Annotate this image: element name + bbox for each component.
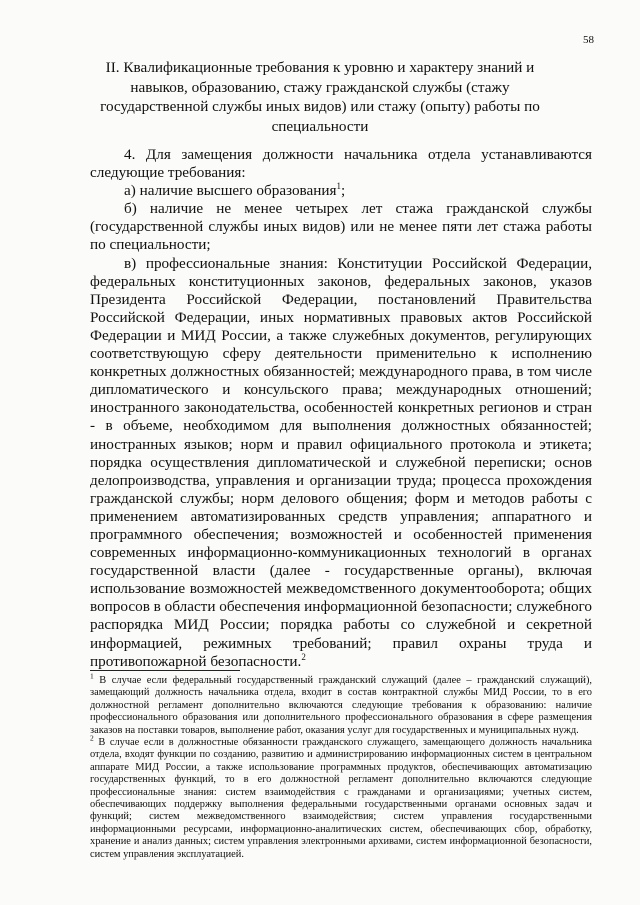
footnote-mark-2: 2 (90, 733, 94, 743)
education-text: а) наличие высшего образования (124, 182, 337, 200)
footnote-divider (90, 670, 240, 671)
document-body (90, 146, 592, 671)
footnote-mark-1: 1 (90, 671, 94, 681)
footnotes (90, 671, 592, 861)
footnote-2 (90, 733, 592, 861)
paragraph-education (90, 182, 592, 200)
footnote-1 (90, 671, 592, 737)
paragraph-intro: 4. Для замещения должности начальника отдела устанавливаются следующие требования: (90, 146, 592, 182)
paragraph-experience: б) наличие не менее четырех лет стажа гражданской службы (государственной службы иных видов) или не менее пяти лет стажа работы по специальности; (90, 200, 592, 254)
footnote-1-text: В случае если федеральный государственный гражданский служащий (далее – гражданский служащий), замещающий должность начальника отдела, входит в состав контрактной службы МИД России, то в его должностной регламент дополнительно включаются следующие требования к образованию: наличие профессионального образования или дополнительного профессионального образования в сфере размещения заказов на поставки товаров, выполнение работ, оказания услуг для государственных и муниципальных нужд. (90, 675, 592, 736)
knowledge-text: в) профессиональные знания: Конституции Российской Федерации, федеральных конституционных законов, федеральных законов, указов Президента Российской Федерации, постановлений Правительства Российской Федерации, иных нормативных правовых актов Российской Федерации и МИД России, а также служебных документов, регулирующих соответствующую сферу деятельности применительно к исполнению конкретных должностных обязанностей; международного права, в том числе дипломатического и консульского права; международных отношений; иностранного законодательства, особенностей конкретных регионов и стран - в объеме, необходимом для выполнения должностных обязанностей; иностранных языков; норм и правил официального протокола и этикета; порядка осуществления дипломатической и служебной переписки; основ делопроизводства, управления и организации труда; процесса прохождения гражданской службы; норм делового общения; форм и методов работы с применением автоматизированных средств управления; аппаратного и программного обеспечения; возможностей и особенностей применения современных информационно-коммуникационных технологий в органах государственной власти (далее - государственные органы), включая использование возможностей межведомственного документооборота; общих вопросов в области обеспечения информационной безопасности; служебного распорядка МИД России; порядка работы со служебной и секретной информацией, режимных требований; правил охраны труда и противопожарной безопасности. (90, 254, 592, 670)
section-heading: II. Квалификационные требования к уровню и характеру знаний и навыков, образованию, стажу гражданской службы (стажу государственной службы иных видов) или стажу (опыту) работы по специальности (100, 59, 540, 135)
education-end: ; (341, 182, 346, 200)
footnote-ref-2[interactable]: 2 (301, 651, 306, 662)
footnote-ref-1[interactable]: 1 (336, 181, 342, 192)
paragraph-knowledge (90, 255, 592, 671)
footnote-2-text: В случае если в должностные обязанности гражданского служащего, замещающего должность начальника отдела, входят функции по созданию, развитию и администрированию информационных систем в центральном аппарате МИД России, а также использование программных продуктов, обеспечивающих автоматизацию государственных функций, то в его должностной регламент дополнительно включаются следующие профессиональные знания: систем взаимодействия с гражданами и организациями; учетных систем, обеспечивающих поддержку выполнения федеральными государственными органами основных задач и функций; систем межведомственного взаимодействия; систем управления государственными информационными ресурсами, информационно-аналитических систем, обеспечивающих сбор, обработку, хранение и анализ данных; систем управления электронными архивами, систем информационной безопасности, систем управления эксплуатацией. (90, 737, 592, 860)
page-number: 58 (583, 34, 594, 46)
